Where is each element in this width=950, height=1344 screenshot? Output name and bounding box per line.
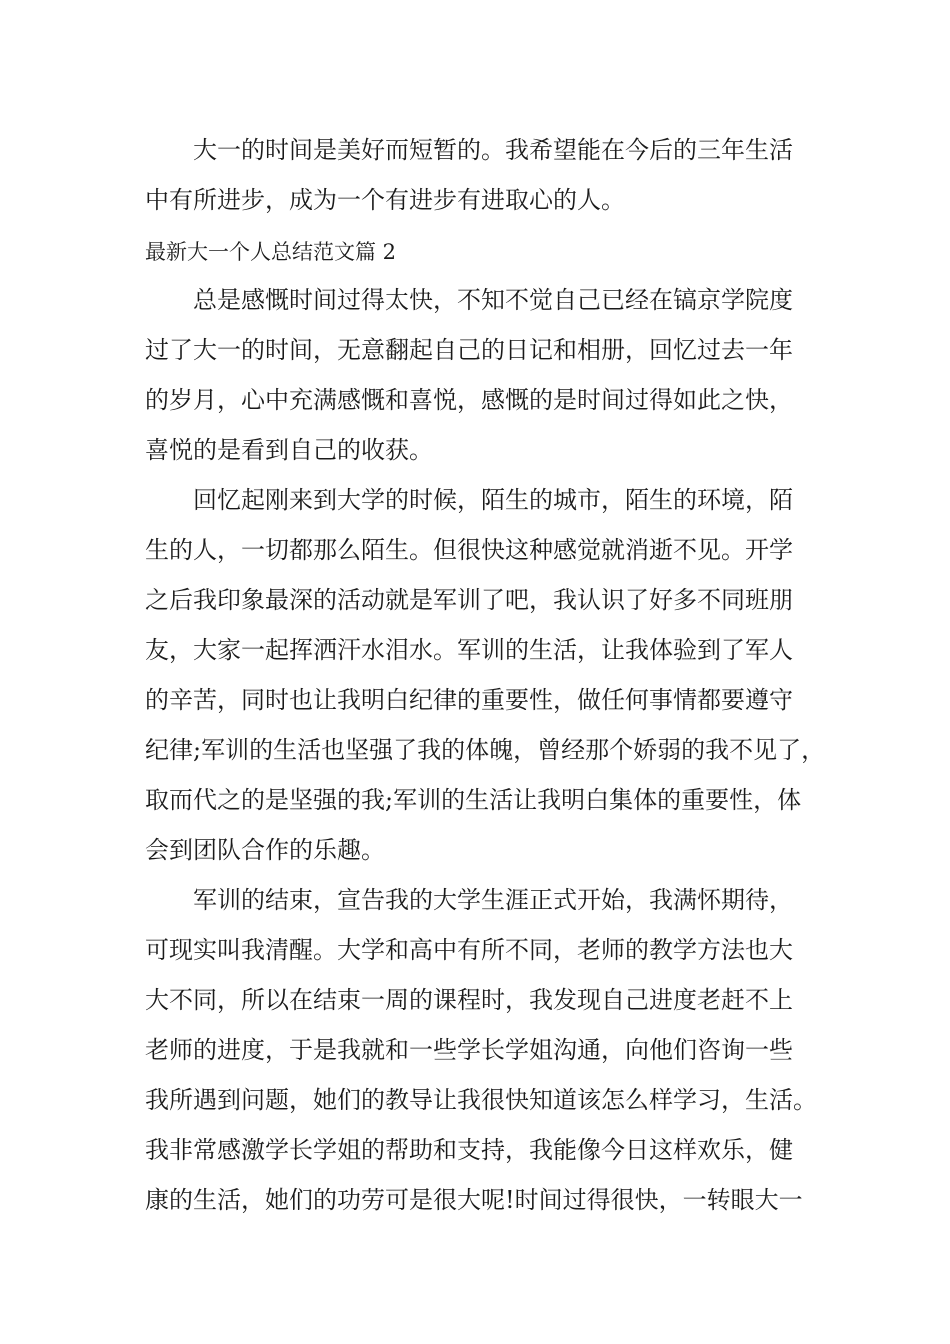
paragraph-3-line-1: 军训的结束，宣告我的大学生涯正式开始，我满怀期待， bbox=[193, 886, 793, 914]
paragraph-2-line-7: 取而代之的是坚强的我;军训的生活让我明白集体的重要性，体 bbox=[145, 786, 802, 814]
intro-line-2: 中有所进步，成为一个有进步有进取心的人。 bbox=[145, 186, 625, 214]
paragraph-1-line-1: 总是感慨时间过得太快，不知不觉自己已经在镐京学院度 bbox=[193, 286, 793, 314]
intro-line-1: 大一的时间是美好而短暂的。我希望能在今后的三年生活 bbox=[193, 136, 793, 164]
paragraph-2-line-3: 之后我印象最深的活动就是军训了吧，我认识了好多不同班朋 bbox=[145, 586, 793, 614]
section-title: 最新大一个人总结范文篇 2 bbox=[145, 240, 397, 264]
paragraph-2-line-2: 生的人，一切都那么陌生。但很快这种感觉就消逝不见。开学 bbox=[145, 536, 793, 564]
paragraph-3-line-6: 我非常感激学长学姐的帮助和支持，我能像今日这样欢乐，健 bbox=[145, 1136, 793, 1164]
paragraph-1-line-2: 过了大一的时间，无意翻起自己的日记和相册，回忆过去一年 bbox=[145, 336, 793, 364]
paragraph-1-line-3: 的岁月，心中充满感慨和喜悦，感慨的是时间过得如此之快， bbox=[145, 386, 793, 414]
paragraph-1-line-4: 喜悦的是看到自己的收获。 bbox=[145, 436, 433, 464]
paragraph-3-line-2: 可现实叫我清醒。大学和高中有所不同，老师的教学方法也大 bbox=[145, 936, 793, 964]
paragraph-2-line-5: 的辛苦，同时也让我明白纪律的重要性，做任何事情都要遵守 bbox=[145, 686, 793, 714]
paragraph-3-line-5: 我所遇到问题，她们的教导让我很快知道该怎么样学习，生活。 bbox=[145, 1086, 817, 1114]
paragraph-2-line-4: 友，大家一起挥洒汗水泪水。军训的生活，让我体验到了军人 bbox=[145, 636, 793, 664]
paragraph-3-line-3: 大不同，所以在结束一周的课程时，我发现自己进度老赶不上 bbox=[145, 986, 793, 1014]
paragraph-2-line-8: 会到团队合作的乐趣。 bbox=[145, 836, 385, 864]
paragraph-3-line-7: 康的生活，她们的功劳可是很大呢!时间过得很快，一转眼大一 bbox=[145, 1186, 803, 1214]
paragraph-2-line-1: 回忆起刚来到大学的时候，陌生的城市，陌生的环境，陌 bbox=[193, 486, 793, 514]
paragraph-3-line-4: 老师的进度，于是我就和一些学长学姐沟通，向他们咨询一些 bbox=[145, 1036, 793, 1064]
paragraph-2-line-6: 纪律;军训的生活也坚强了我的体魄，曾经那个娇弱的我不见了， bbox=[145, 736, 826, 764]
